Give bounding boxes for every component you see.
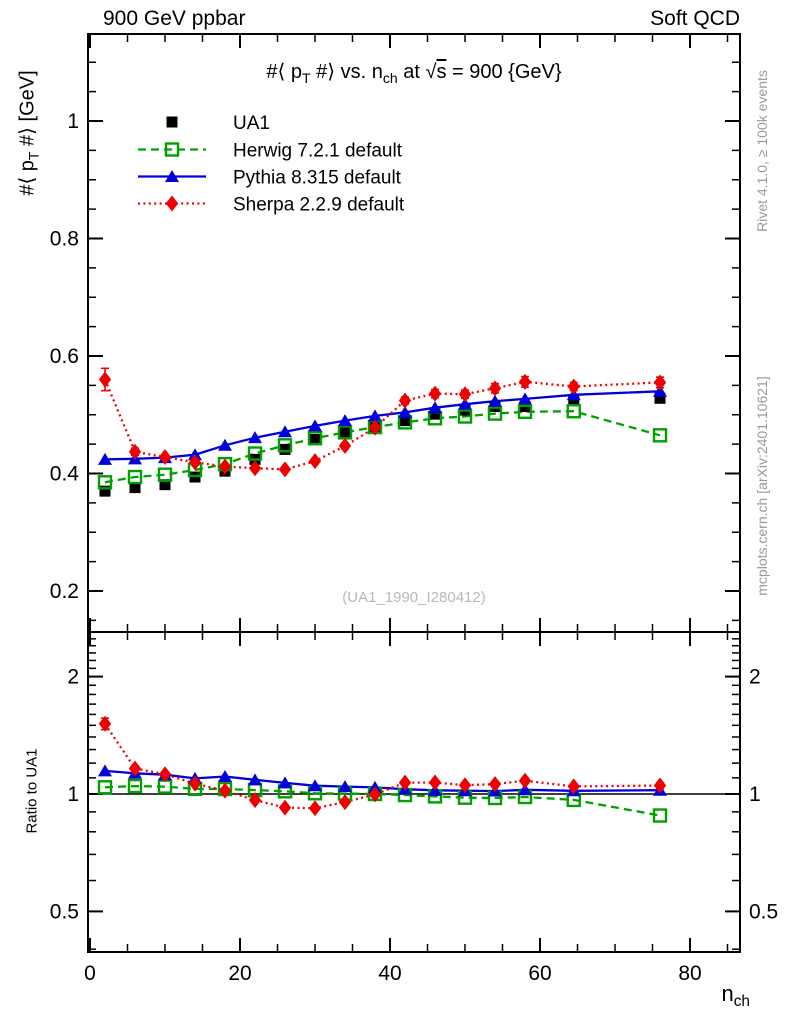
x-tick-label: 0 [84,962,96,985]
text-part: #⟨ p [16,160,39,196]
legend-label: UA1 [233,113,270,134]
text-part: T [302,69,311,86]
data-marker-main [519,374,531,390]
y-tick-label: 0.8 [49,227,79,251]
header-beam-label: 900 GeV ppbar [103,7,246,30]
ratio-tick-label-left: 1 [67,783,79,806]
main-panel-frame [88,34,740,632]
data-marker-ratio [309,800,321,816]
data-marker-ratio [429,775,441,791]
rivet-version-label: Rivet 4.1.0, ≥ 100k events [754,70,770,232]
plot-title [88,59,740,84]
ratio-tick-label-left: 0.5 [49,900,79,924]
text-part: #⟩ vs. n [310,61,383,83]
text-part: #⟨ p [266,61,303,83]
ratio-tick-label-right: 2 [749,665,761,689]
text-part: #⟩ [GeV] [16,70,39,152]
data-marker-main [399,393,411,409]
data-marker-main [339,438,351,454]
legend-label: Pythia 8.315 default [233,167,401,189]
y-tick-label: 0.6 [49,345,79,368]
data-marker-main [129,444,141,460]
y-tick-label: 0.4 [49,462,79,486]
data-marker-ratio [489,776,501,792]
ratio-tick-label-left: 2 [67,665,79,689]
data-marker-ratio [519,773,531,789]
analysis-id-watermark: (UA1_1990_I280412) [342,589,486,606]
data-marker-ratio [339,794,351,810]
data-marker-main [99,372,111,388]
text-part: ch [382,69,398,86]
legend-marker [167,117,178,128]
data-marker-main [309,453,321,469]
data-marker-ratio [219,783,231,799]
x-axis-title [680,981,750,1011]
ratio-tick-label-right: 0.5 [749,900,779,924]
text-part: at √ [397,61,437,83]
data-marker-main [459,386,471,402]
data-marker-main [340,427,351,438]
y-axis-title [15,70,40,195]
legend-label: Herwig 7.2.1 default [233,140,402,162]
data-marker-main [280,444,291,455]
text-part: n [721,981,734,1006]
legend-marker [166,196,178,212]
legend-label: Sherpa 2.2.9 default [233,194,405,216]
x-tick-label: 80 [678,962,702,985]
data-marker-main [489,380,501,396]
ratio-axis-title: Ratio to UA1 [23,748,41,834]
mcplots-arxiv-label: mcplots.cern.ch [arXiv:2401.10621] [754,376,770,596]
x-tick-label: 40 [378,962,402,985]
ratio-tick-label-right: 1 [749,783,761,806]
text-part: s [436,61,447,83]
text-part: = 900 {GeV} [446,61,562,83]
data-marker-main [568,379,580,395]
header-process-label: Soft QCD [650,7,740,30]
y-tick-label: 0.2 [49,580,79,603]
data-marker-main [429,386,441,402]
y-tick-label: 1 [67,110,79,133]
data-marker-main [654,374,666,390]
text-part: ch [733,993,750,1011]
x-tick-label: 20 [228,962,252,985]
data-marker-main [279,461,291,477]
text-part: T [25,151,42,161]
data-marker-ratio [279,800,291,816]
x-tick-label: 60 [528,962,552,985]
ratio-panel-frame [88,632,740,952]
